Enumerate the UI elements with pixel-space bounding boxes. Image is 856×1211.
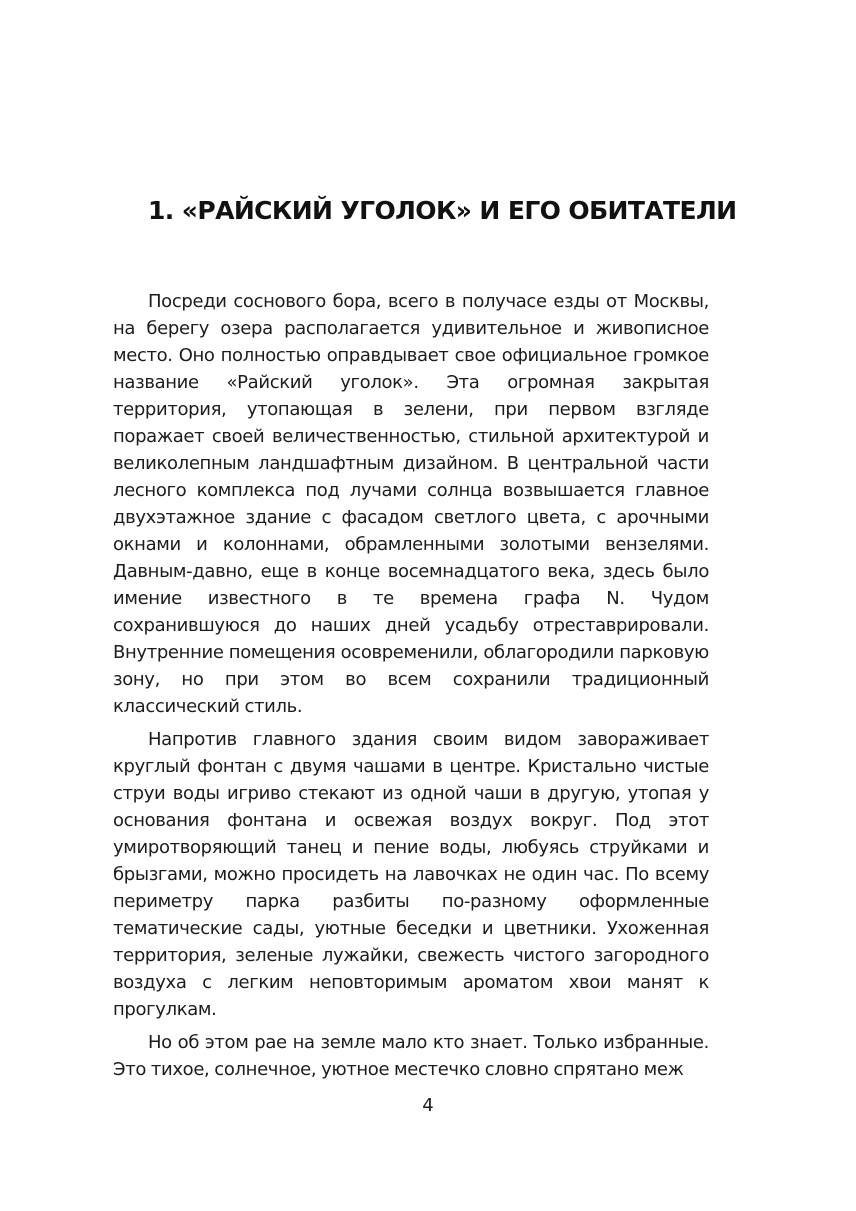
paragraph-3: Но об этом рае на земле мало кто знает. Только избранные. Это тихое, солнечное, уютное местечко словно спрятано меж [113, 1032, 709, 1080]
paragraph-1: Посреди соснового бора, всего в получасе езды от Москвы, на берегу озера располагается удивительное и живописное место. Оно полностью оправдывает свое официальное громкое название «Райский уголок». Эта огромная закрытая территория, утопающая в зелени, при первом взгляде поражает своей величественностью, стильной архитектурой и великолепным ландшафтным дизайном. В центральной части лесного комплекса под лучами солнца возвышается главное двухэтажное здание с фасадом светлого цвета, с арочными окнами и колоннами, обрамленными золотыми вензелями. Давным-давно, еще в конце восемнадцатого века, здесь было имение известного в те времена графа N. Чудом сохранившуюся до наших дней усадьбу отреставрировали. Внутренние помещения осовременили, облагородили парковую зону, но при этом во всем сохранили традиционный классический стиль. [113, 291, 709, 717]
page-number: 4 [422, 1095, 434, 1116]
body-text [113, 288, 709, 1089]
chapter-title: 1. «РАЙСКИЙ УГОЛОК» И ЕГО ОБИТАТЕЛИ [148, 196, 737, 225]
paragraph-2: Напротив главного здания своим видом завораживает круглый фонтан с двумя чашами в центре. Кристально чистые струи воды игриво стекают из одной чаши в другую, утопая у основания фонтана и освежая воздух вокруг. Под этот умиротворяющий танец и пение воды, любуясь струйками и брызгами, можно просидеть на лавочках не один час. По всему периметру парка разбиты по-разному оформленные тематические сады, уютные беседки и цветники. Ухоженная территория, зеленые лужайки, свежесть чистого загородного воздуха с легким неповторимым ароматом хвои манят к прогулкам. [113, 729, 709, 1020]
